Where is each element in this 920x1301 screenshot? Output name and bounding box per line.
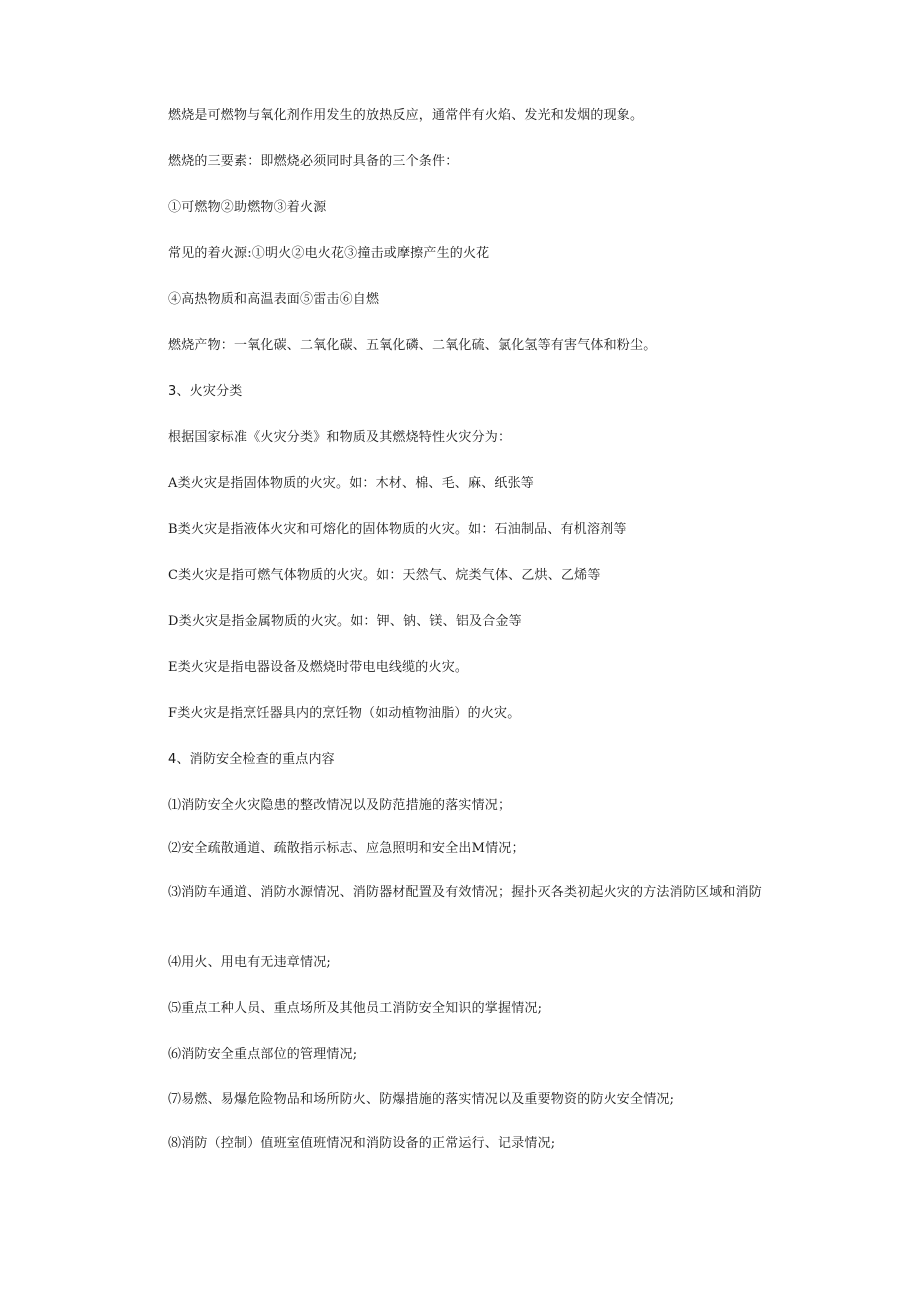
paragraph-class-c: C类火灾是指可燃气体物质的火灾。如：天然气、烷类气体、乙烘、乙烯等 bbox=[168, 568, 601, 583]
list-item-inspection-6: ⑹消防安全重点部位的管理情况; bbox=[168, 1047, 358, 1062]
list-item-inspection-7: ⑺易燃、易爆危险物品和场所防火、防爆措施的落实情况以及重要物资的防火安全情况; bbox=[168, 1092, 675, 1107]
paragraph-class-e: E类火灾是指电器设备及燃烧时带电电线缆的火灾。 bbox=[168, 660, 469, 675]
list-item-inspection-4: ⑷用火、用电有无违章情况; bbox=[168, 955, 331, 970]
paragraph-class-f: F类火灾是指烹饪器具内的烹饪物（如动植物油脂）的火灾。 bbox=[168, 706, 521, 721]
section-heading-fire-classification: 3、火灾分类 bbox=[168, 384, 243, 399]
paragraph-combustion-definition: 燃烧是可燃物与氧化剂作用发生的放热反应，通常伴有火焰、发光和发烟的现象。 bbox=[168, 108, 644, 123]
paragraph-class-a: A类火灾是指固体物质的火灾。如：木材、棉、毛、麻、纸张等 bbox=[168, 476, 534, 491]
list-item-inspection-8: ⑻消防（控制）值班室值班情况和消防设备的正常运行、记录情况; bbox=[168, 1136, 556, 1151]
section-heading-inspection: 4、消防安全检查的重点内容 bbox=[168, 752, 335, 767]
paragraph-class-b: B类火灾是指液体火灾和可熔化的固体物质的火灾。如：石油制品、有机溶剂等 bbox=[168, 522, 627, 537]
paragraph-elements-list: ①可燃物②助燃物③着火源 bbox=[168, 200, 327, 215]
paragraph-combustion-products: 燃烧产物：一氧化碳、二氧化碳、五氧化磷、二氧化硫、氯化氢等有害气体和粉尘。 bbox=[168, 338, 657, 353]
list-item-inspection-5: ⑸重点工种人员、重点场所及其他员工消防安全知识的掌握情况; bbox=[168, 1001, 543, 1016]
paragraph-ignition-sources-cont: ④高热物质和高温表面⑤雷击⑥自燃 bbox=[168, 292, 380, 307]
list-item-inspection-1: ⑴消防安全火灾隐患的整改情况以及防范措施的落实情况； bbox=[168, 798, 512, 813]
list-item-inspection-3: ⑶消防车通道、消防水源情况、消防器材配置及有效情况；握扑灭各类初起火灾的方法消防区域和消防 bbox=[168, 885, 763, 900]
list-item-inspection-2: ⑵安全疏散通道、疏散指示标志、应急照明和安全出M情况； bbox=[168, 841, 525, 856]
paragraph-ignition-sources: 常见的着火源:①明火②电火花③撞击或摩擦产生的火花 bbox=[168, 246, 490, 261]
paragraph-combustion-three-elements: 燃烧的三要素：即燃烧必须同时具备的三个条件： bbox=[168, 154, 459, 169]
paragraph-classification-standard: 根据国家标准《火灾分类》和物质及其燃烧特性火灾分为： bbox=[168, 430, 512, 445]
paragraph-class-d: D类火灾是指金属物质的火灾。如：钾、钠、镁、铝及合金等 bbox=[168, 614, 522, 629]
